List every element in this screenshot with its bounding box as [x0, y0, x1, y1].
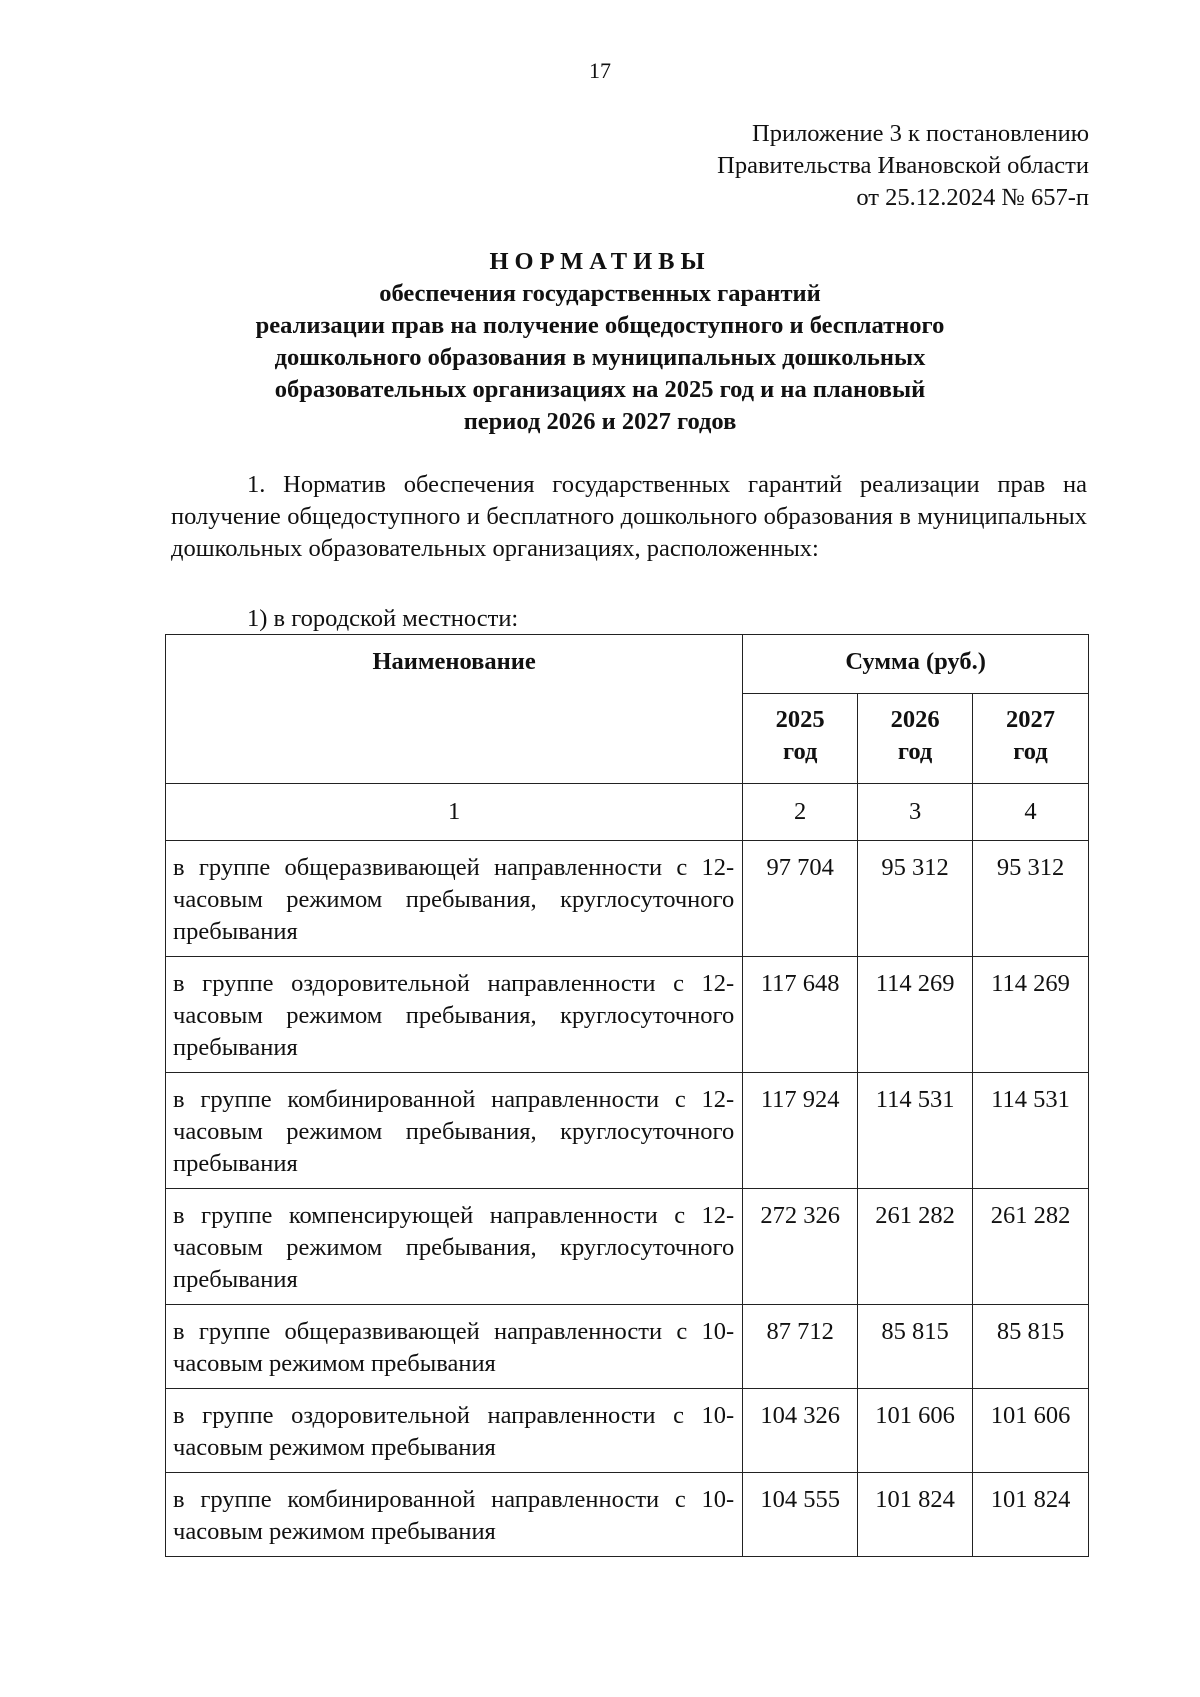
year-word: год [1013, 737, 1048, 765]
table-row [166, 1073, 1089, 1189]
title-line: период 2026 и 2027 годов [463, 408, 737, 435]
subparagraph-urban: 1) в городской местности: [247, 605, 519, 632]
row-value-2027: 85 815 [973, 1305, 1089, 1389]
row-value-2027: 114 531 [973, 1073, 1089, 1189]
row-value-2025: 104 555 [743, 1473, 858, 1557]
row-value-2025: 117 648 [743, 957, 858, 1073]
title-line: реализации прав на получение общедоступного и бесплатного [255, 312, 945, 339]
title-line: дошкольного образования в муниципальных дошкольных [274, 344, 926, 371]
header-name: Наименование [166, 635, 743, 784]
row-value-2027: 101 824 [973, 1473, 1089, 1557]
table-row [166, 1473, 1089, 1557]
row-value-2027: 101 606 [973, 1389, 1089, 1473]
table-row [166, 1305, 1089, 1389]
paragraph-1: 1. Норматив обеспечения государственных гарантий реализации прав на получение общедоступного и бесплатного дошкольного образования в муниципальных дошкольных образовательных организациях, расположенных: [171, 471, 1087, 562]
title-line: образовательных организациях на 2025 год и на плановый [274, 376, 926, 403]
column-number: 3 [858, 784, 973, 841]
appendix-line: Приложение 3 к постановлению [752, 120, 1089, 147]
year-number: 2027 [1006, 705, 1056, 733]
table-row [166, 841, 1089, 957]
row-value-2026: 101 606 [858, 1389, 973, 1473]
table-row [166, 1189, 1089, 1305]
row-value-2025: 97 704 [743, 841, 858, 957]
table-row [166, 957, 1089, 1073]
row-value-2026: 95 312 [858, 841, 973, 957]
row-value-2026: 261 282 [858, 1189, 973, 1305]
year-number: 2025 [775, 705, 825, 733]
row-name: в группе комбинированной направленности с 10-часовым режимом пребывания [166, 1473, 743, 1557]
table-header-row [166, 635, 1089, 694]
row-value-2027: 114 269 [973, 957, 1089, 1073]
appendix-reference [717, 118, 1089, 214]
row-name: в группе общеразвивающей направленности с 12-часовым режимом пребывания, круглосуточного пребывания [166, 841, 743, 957]
column-number: 2 [743, 784, 858, 841]
document-title [0, 246, 1200, 438]
row-name: в группе общеразвивающей направленности с 10-часовым режимом пребывания [166, 1305, 743, 1389]
row-value-2026: 114 531 [858, 1073, 973, 1189]
title-main: НОРМАТИВЫ [489, 248, 711, 275]
row-name: в группе компенсирующей направленности с 12-часовым режимом пребывания, круглосуточного пребывания [166, 1189, 743, 1305]
row-value-2027: 261 282 [973, 1189, 1089, 1305]
year-word: год [782, 737, 818, 765]
header-year-2027 [973, 693, 1089, 783]
row-value-2026: 85 815 [858, 1305, 973, 1389]
title-line: обеспечения государственных гарантий [379, 280, 821, 307]
column-numbers-row [166, 784, 1089, 841]
row-value-2026: 114 269 [858, 957, 973, 1073]
header-year-2026 [858, 693, 973, 783]
row-value-2025: 117 924 [743, 1073, 858, 1189]
row-value-2027: 95 312 [973, 841, 1089, 957]
row-value-2025: 104 326 [743, 1389, 858, 1473]
year-word: год [897, 737, 933, 765]
row-name: в группе оздоровительной направленности с 12-часовым режимом пребывания, круглосуточного пребывания [166, 957, 743, 1073]
column-number: 1 [166, 784, 743, 841]
row-value-2025: 272 326 [743, 1189, 858, 1305]
column-number: 4 [973, 784, 1089, 841]
appendix-line: от 25.12.2024 № 657-п [856, 184, 1089, 211]
row-value-2026: 101 824 [858, 1473, 973, 1557]
row-name: в группе оздоровительной направленности с 10-часовым режимом пребывания [166, 1389, 743, 1473]
appendix-line: Правительства Ивановской области [717, 152, 1089, 179]
page-number: 17 [589, 58, 611, 83]
row-name: в группе комбинированной направленности с 12-часовым режимом пребывания, круглосуточного пребывания [166, 1073, 743, 1189]
header-sum: Сумма (руб.) [743, 635, 1089, 694]
row-value-2025: 87 712 [743, 1305, 858, 1389]
norms-table [165, 634, 1089, 1557]
table-row [166, 1389, 1089, 1473]
header-year-2025 [743, 693, 858, 783]
year-number: 2026 [890, 705, 940, 733]
